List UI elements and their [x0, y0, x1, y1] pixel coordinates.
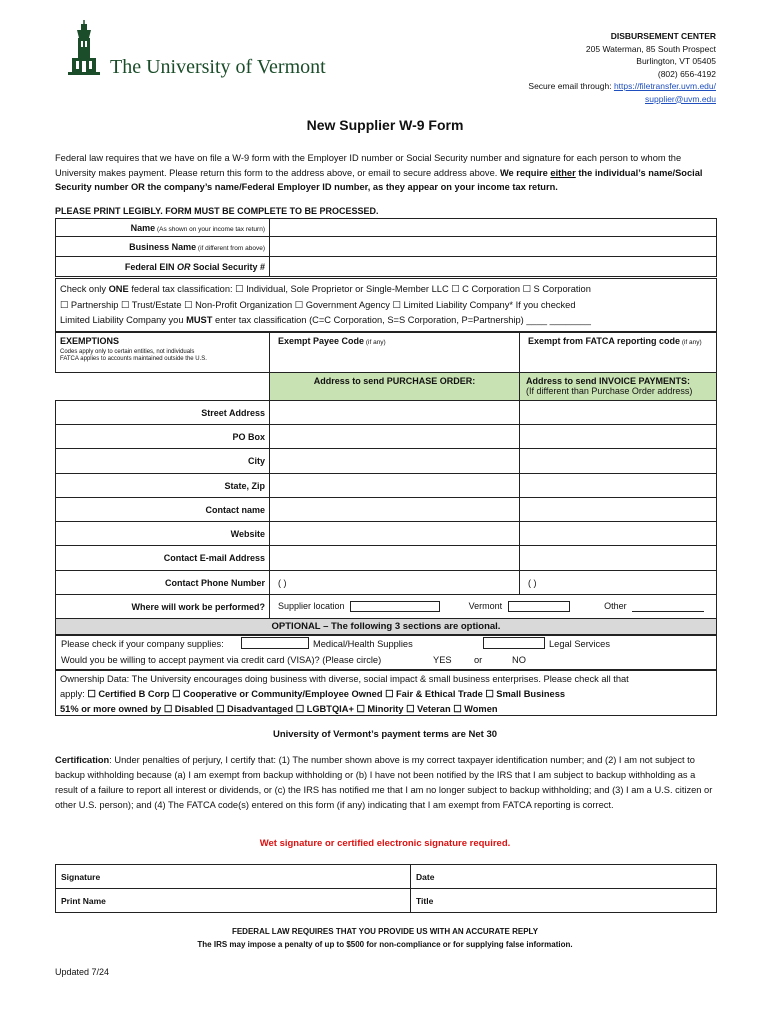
- intro-paragraph: [55, 151, 717, 195]
- supplier-location-label: Supplier location: [278, 600, 345, 611]
- university-tower-icon: [64, 20, 104, 78]
- payment-terms: University of Vermont’s payment terms are Net 30: [272, 729, 498, 740]
- class-line3-must: MUST: [186, 315, 213, 325]
- visa-no[interactable]: NO: [512, 655, 526, 665]
- medical-label: Medical/Health Supplies: [313, 639, 413, 649]
- website-label: Website: [56, 522, 270, 546]
- invoice-header-sub: (If different than Purchase Order address): [526, 386, 693, 396]
- po-box-label: PO Box: [56, 425, 270, 449]
- intro-text: Federal law requires that we have on file a W-9 form with the Employer ID number or Social Security number and signature for each person to whom the University makes payment. Please return this form to the address above, or email to secure address above.: [55, 153, 682, 178]
- logo-text: The University of Vermont: [110, 56, 326, 78]
- po-state-input[interactable]: [270, 474, 520, 498]
- exempt-payee-note: (if any): [364, 339, 386, 346]
- street-line: 205 Waterman, 85 South Prospect: [585, 43, 716, 54]
- vermont-label: Vermont: [468, 600, 503, 611]
- po-street-input[interactable]: [270, 401, 520, 425]
- signature-cell[interactable]: Signature: [56, 865, 411, 889]
- ein-input[interactable]: [270, 257, 717, 277]
- class-line3-a: Limited Liability Company you: [60, 315, 187, 325]
- name-input[interactable]: [270, 219, 717, 237]
- inv-contact-input[interactable]: [520, 498, 717, 522]
- business-note: (if different from above): [196, 244, 265, 252]
- po-city-input[interactable]: [270, 449, 520, 474]
- exemptions-title: EXEMPTIONS: [60, 336, 120, 346]
- ein-label-cell: [56, 257, 270, 277]
- contact-name-label: Contact name: [56, 498, 270, 522]
- classification-line-3: [60, 313, 712, 329]
- name-table: [55, 218, 717, 277]
- certification-paragraph: [55, 753, 717, 813]
- inv-pobox-input[interactable]: [520, 425, 717, 449]
- work-location-cell: [270, 595, 717, 619]
- po-website-input[interactable]: [270, 522, 520, 546]
- exempt-fatca-note: (if any): [680, 339, 702, 346]
- federal-law-line: FEDERAL LAW REQUIRES THAT YOU PROVIDE US WITH AN ACCURATE REPLY: [231, 927, 539, 936]
- intro-req-either: either: [550, 167, 576, 178]
- university-logo: [64, 20, 326, 80]
- exempt-payee-label: Exempt Payee Code: [278, 336, 365, 346]
- visa-or: or: [474, 655, 483, 665]
- updated-date: Updated 7/24: [55, 967, 110, 977]
- inv-email-input[interactable]: [520, 546, 717, 571]
- secure-link[interactable]: https://filetransfer.uvm.edu/: [613, 81, 716, 91]
- exempt-fatca-label: Exempt from FATCA reporting code: [528, 336, 681, 346]
- inv-state-input[interactable]: [520, 474, 717, 498]
- ownership-items[interactable]: ☐ Certified B Corp ☐ Cooperative or Community/Employee Owned ☐ Fair & Ethical Trade ☐ Small Business: [87, 689, 566, 699]
- exempt-payee-cell[interactable]: [270, 333, 520, 373]
- po-email-input[interactable]: [270, 546, 520, 571]
- work-location-label: Where will work be performed?: [56, 595, 270, 619]
- exempt-fatca-cell[interactable]: [520, 333, 717, 373]
- city-label: City: [56, 449, 270, 474]
- exemptions-note-2: FATCA applies to accounts maintained outside the U.S.: [60, 356, 207, 362]
- certification-text: : Under penalties of perjury, I certify that: (1) The number shown above is my correct taxpayer identification number; and (2) I am not subject to backup withholding because (a) I am exempt from backup withholding or (b) I have not been notified by the IRS that I am subject to backup withholding as a result of a failure to report all interest or dividends, or (c) the IRS has notified me that I am no longer subject to backup withholding; and (3) I am a U.S. citizen or other U.S. person); and (4) The FATCA code(s) entered on this form (if any) indicating that I am exempt from FATCA reporting is correct.: [55, 755, 713, 810]
- ein-label-a: Federal EIN: [124, 261, 177, 272]
- state-zip-label: State, Zip: [56, 474, 270, 498]
- secure-line: [528, 80, 716, 93]
- title-cell[interactable]: Title: [411, 889, 717, 913]
- ownership-line-2: [60, 687, 712, 702]
- exemptions-cell: [56, 333, 270, 373]
- visa-yes[interactable]: YES: [433, 655, 452, 665]
- inv-city-input[interactable]: [520, 449, 717, 474]
- class-line1-b[interactable]: federal tax classification: ☐ Individual, Sole Proprietor or Single-Member LLC ☐ C Corporation ☐ S Corporation: [128, 284, 591, 294]
- other-label: Other: [604, 600, 627, 611]
- disbursement-address: [528, 30, 716, 105]
- name-label: Name: [130, 222, 156, 233]
- wet-signature-note: Wet signature or certified electronic signature required.: [259, 838, 511, 849]
- street-address-label: Street Address: [56, 401, 270, 425]
- form-title: New Supplier W-9 Form: [306, 117, 464, 133]
- legal-label: Legal Services: [549, 639, 610, 649]
- po-pobox-input[interactable]: [270, 425, 520, 449]
- business-label-cell: [56, 237, 270, 257]
- other-input[interactable]: [632, 611, 704, 612]
- vermont-box[interactable]: [508, 601, 570, 612]
- class-line1-a: Check only: [60, 284, 109, 294]
- supplier-location-box[interactable]: [350, 601, 440, 612]
- date-cell[interactable]: Date: [411, 865, 717, 889]
- ein-label-b: Social Security #: [190, 261, 265, 272]
- optional-header: OPTIONAL – The following 3 sections are optional.: [55, 618, 717, 635]
- medical-box[interactable]: [241, 637, 309, 649]
- visa-question: Would you be willing to accept payment via credit card (VISA)? (Please circle): [61, 655, 382, 665]
- inv-website-input[interactable]: [520, 522, 717, 546]
- inv-street-input[interactable]: [520, 401, 717, 425]
- class-line3-b[interactable]: enter tax classification (C=C Corporation, S=S Corporation, P=Partnership) ____ ________: [212, 315, 591, 325]
- classification-line-1: [60, 282, 712, 298]
- po-header: Address to send PURCHASE ORDER:: [270, 373, 520, 401]
- class-line1-one: ONE: [108, 284, 129, 294]
- address-blank-cell: [56, 373, 270, 401]
- intro-req-b: the individual’s name/Social Security number OR the company’s name/Federal Employer ID number, as they appear on your income tax return.: [55, 167, 703, 192]
- business-input[interactable]: [270, 237, 717, 257]
- phone-line: (802) 656-4192: [657, 68, 716, 79]
- email-link[interactable]: supplier@uvm.edu: [645, 93, 716, 104]
- invoice-header-title: Address to send INVOICE PAYMENTS:: [526, 376, 691, 386]
- ownership-line-3[interactable]: 51% or more owned by ☐ Disabled ☐ Disadvantaged ☐ LGBTQIA+ ☐ Minority ☐ Veteran ☐ Women: [60, 704, 498, 714]
- contact-phone-label: Contact Phone Number: [56, 571, 270, 595]
- contact-email-label: Contact E-mail Address: [56, 546, 270, 571]
- signature-table: [55, 864, 717, 913]
- exemptions-table: [55, 332, 717, 373]
- intro-req-a: We require: [499, 167, 551, 178]
- supplies-question: Please check if your company supplies:: [61, 639, 224, 649]
- address-table: [55, 372, 717, 619]
- name-label-cell: [56, 219, 270, 237]
- city-line: Burlington, VT 05405: [636, 56, 716, 66]
- irs-penalty-line: The IRS may impose a penalty of up to $500 for non-compliance or for supplying false information.: [197, 940, 573, 949]
- legal-box[interactable]: [483, 637, 545, 649]
- print-name-cell[interactable]: Print Name: [56, 889, 411, 913]
- ownership-line-1: Ownership Data: The University encourages doing business with diverse, social impact & small business enterprises. Please check all that: [60, 674, 629, 684]
- secure-prefix: Secure email through:: [528, 81, 614, 91]
- inv-phone-input[interactable]: ( ): [520, 571, 717, 595]
- classification-line-2[interactable]: ☐ Partnership ☐ Trust/Estate ☐ Non-Profit Organization ☐ Government Agency ☐ Limited Liability Company* If you checked: [60, 299, 576, 310]
- ownership-apply: apply:: [60, 689, 85, 699]
- ownership-box: [55, 670, 717, 716]
- po-contact-input[interactable]: [270, 498, 520, 522]
- ein-label-or: OR: [176, 261, 191, 272]
- org-name: DISBURSEMENT CENTER: [610, 31, 716, 41]
- print-note: PLEASE PRINT LEGIBLY. FORM MUST BE COMPLETE TO BE PROCESSED.: [55, 206, 379, 216]
- name-note: (As shown on your income tax return): [155, 225, 265, 233]
- business-label: Business Name: [129, 241, 197, 252]
- exemptions-note-1: Codes apply only to certain entities, not individuals: [60, 349, 195, 355]
- invoice-header: [520, 373, 717, 401]
- certification-label: Certification: [55, 755, 110, 765]
- tax-classification: [55, 278, 717, 332]
- po-phone-input[interactable]: ( ): [270, 571, 520, 595]
